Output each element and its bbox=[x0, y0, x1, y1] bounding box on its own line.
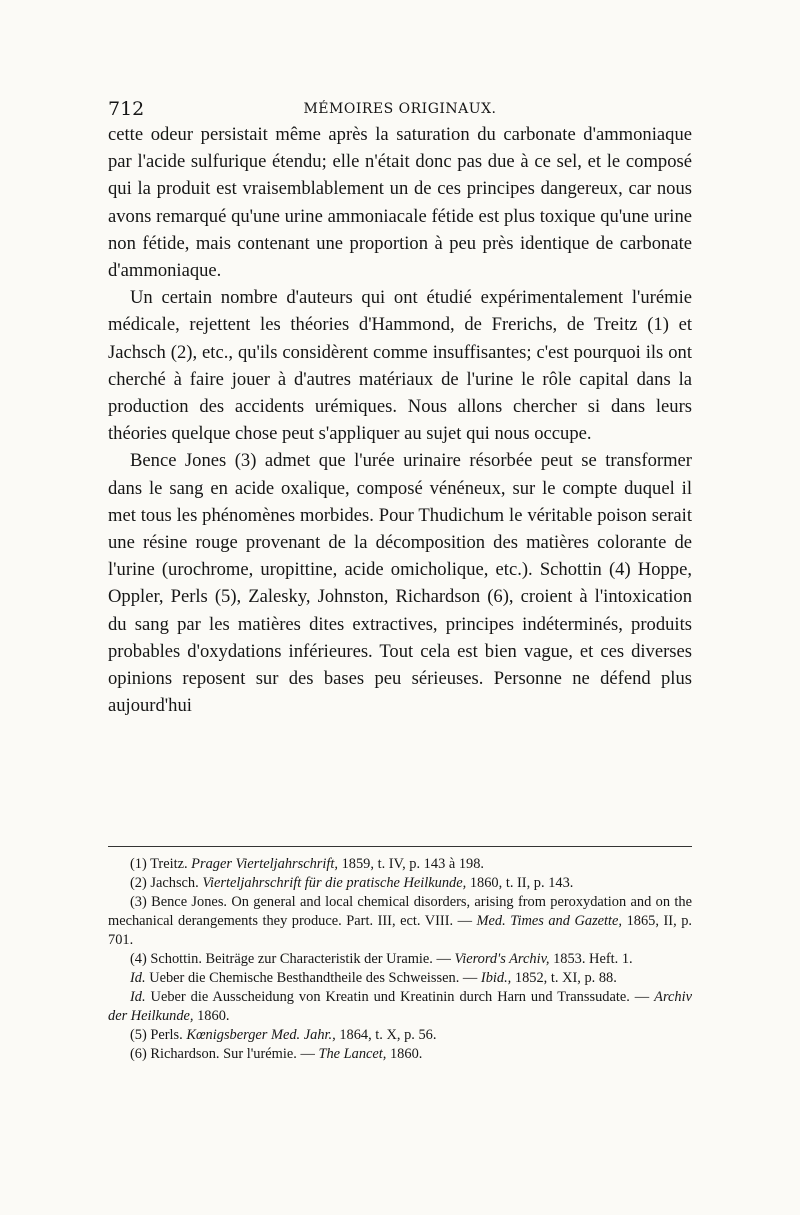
page-number: 712 bbox=[108, 98, 145, 120]
body-text bbox=[108, 121, 692, 719]
running-header bbox=[108, 98, 692, 122]
running-title: MÉMOIRES ORIGINAUX. bbox=[303, 101, 497, 117]
paragraph-3: Bence Jones (3) admet que l'urée urinaire résorbée peut se transformer dans le sang en acide oxalique, composé vénéneux, sur le compte duquel il met tous les phénomènes morbides. Pour Thudichum le véritable poison serait une résine rouge provenant de la décomposition des matières colorante de l'urine (urochrome, uropittine, acide omicholique, etc.). Schottin (4) Hoppe, Oppler, Perls (5), Zalesky, Johnston, Richardson (6), croient à l'intoxication du sang par les matières dites extractives, principes indéterminés, produits probables d'oxydations inférieures. Tout cela est bien vague, et ces diverses opinions reposent sur des bases peu sérieuses. Personne ne défend plus aujourd'hui bbox=[108, 450, 692, 717]
paragraph-2: Un certain nombre d'auteurs qui ont étudié expérimentalement l'urémie médicale, rejettent les théories d'Hammond, de Frerichs, de Treitz (1) et Jachsch (2), etc., qu'ils considèrent comme insuffisantes; c'est pourquoi ils ont cherché à faire jouer à d'autres matériaux de l'urine le rôle capital dans la production des accidents urémiques. Nous allons chercher si dans leurs théories quelque chose peut s'appliquer au sujet qui nous occupe. bbox=[108, 287, 692, 445]
footnotes bbox=[108, 855, 692, 1064]
footnote-divider bbox=[108, 846, 692, 847]
paragraph-1: cette odeur persistait même après la saturation du carbonate d'ammoniaque par l'acide sulfurique étendu; elle n'était donc pas due à ce sel, et le composé qui la produit est vraisemblablement un de ces principes dangereux, car nous avons remarqué qu'une urine ammoniacale fétide est plus toxique qu'une urine non fétide, mais contenant une proportion à peu près identique de carbonate d'ammoniaque. bbox=[108, 124, 692, 282]
footnote-4b: Id. Ueber die Chemische Besthandtheile des Schweissen. — Ibid., 1852, t. XI, p. 88. bbox=[130, 970, 617, 986]
footnote-4c: Id. Ueber die Ausscheidung von Kreatin und Kreatinin durch Harn und Transsudate. — Archiv der Heilkunde, 1860. bbox=[108, 989, 692, 1024]
footnote-1: (1) Treitz. Prager Vierteljahrschrift, 1859, t. IV, p. 143 à 198. bbox=[130, 856, 485, 872]
footnote-3: (3) Bence Jones. On general and local chemical disorders, arising from peroxydation and on the mechanical derangements they produce. Part. III, ect. VIII. — Med. Times and Gazette, 1865, II, p. 701. bbox=[108, 894, 692, 948]
footnote-5: (5) Perls. Kœnigsberger Med. Jahr., 1864, t. X, p. 56. bbox=[130, 1027, 437, 1043]
footnote-4: (4) Schottin. Beiträge zur Characteristik der Uramie. — Vierord's Archiv, 1853. Heft. 1. bbox=[130, 951, 633, 967]
footnote-6: (6) Richardson. Sur l'urémie. — The Lancet, 1860. bbox=[130, 1046, 423, 1062]
footnote-2: (2) Jachsch. Vierteljahrschrift für die pratische Heilkunde, 1860, t. II, p. 143. bbox=[130, 875, 574, 891]
